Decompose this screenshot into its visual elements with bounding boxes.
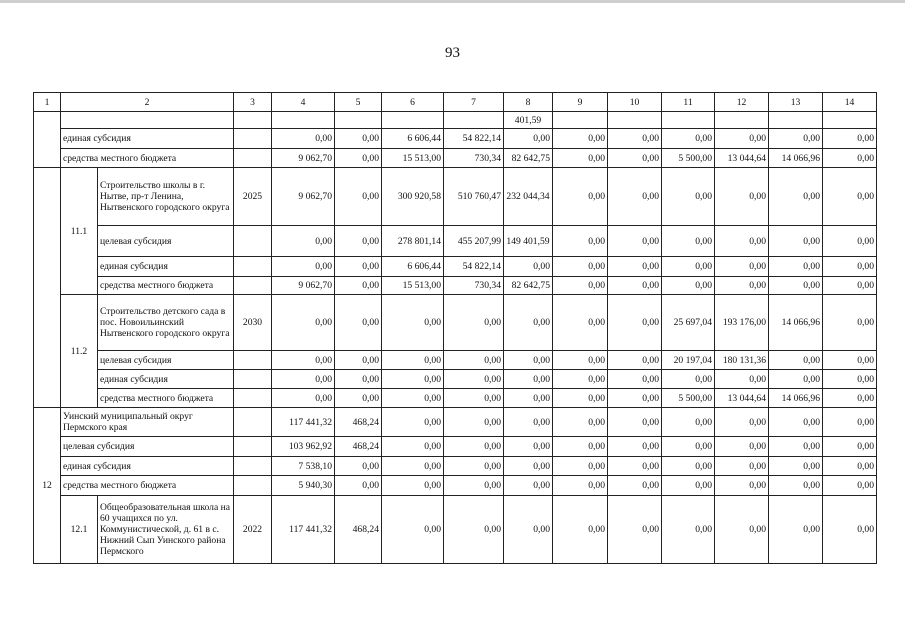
value-cell: 0,00 [608, 389, 662, 408]
header-cell: 4 [272, 93, 335, 112]
value-cell: 0,00 [553, 437, 608, 457]
year-cell [234, 277, 272, 295]
value-cell: 0,00 [608, 408, 662, 437]
value-cell: 0,00 [553, 457, 608, 476]
group-cell [34, 168, 61, 408]
table-row [34, 370, 877, 389]
value-cell: 0,00 [608, 496, 662, 564]
value-cell: 0,00 [823, 457, 877, 476]
value-cell: 0,00 [504, 408, 553, 437]
value-cell: 0,00 [382, 295, 444, 351]
value-cell: 0,00 [335, 129, 382, 149]
value-cell: 0,00 [335, 226, 382, 257]
value-cell: 0,00 [272, 370, 335, 389]
value-cell: 0,00 [335, 370, 382, 389]
row-label: целевая субсидия [61, 437, 234, 457]
value-cell: 468,24 [335, 437, 382, 457]
value-cell: 0,00 [504, 476, 553, 496]
value-cell: 0,00 [608, 476, 662, 496]
value-cell: 0,00 [823, 389, 877, 408]
value-cell: 0,00 [769, 457, 823, 476]
value-cell: 0,00 [662, 277, 715, 295]
value-cell: 103 962,92 [272, 437, 335, 457]
year-cell [234, 112, 272, 129]
value-cell: 0,00 [444, 476, 504, 496]
value-cell: 0,00 [335, 351, 382, 370]
value-cell: 0,00 [335, 277, 382, 295]
value-cell: 0,00 [715, 496, 769, 564]
header-cell: 11 [662, 93, 715, 112]
value-cell: 0,00 [444, 496, 504, 564]
value-cell: 5 500,00 [662, 389, 715, 408]
value-cell [662, 112, 715, 129]
value-cell: 0,00 [553, 295, 608, 351]
value-cell: 20 197,04 [662, 351, 715, 370]
value-cell: 9 062,70 [272, 277, 335, 295]
value-cell [382, 112, 444, 129]
value-cell: 5 940,30 [272, 476, 335, 496]
value-cell: 0,00 [662, 437, 715, 457]
row-label: Уинский муниципальный округ Пермского края [61, 408, 234, 437]
value-cell: 9 062,70 [272, 149, 335, 168]
value-cell: 0,00 [272, 257, 335, 277]
value-cell: 0,00 [769, 370, 823, 389]
value-cell: 278 801,14 [382, 226, 444, 257]
value-cell: 0,00 [553, 476, 608, 496]
value-cell: 0,00 [823, 408, 877, 437]
value-cell: 0,00 [382, 437, 444, 457]
value-cell: 0,00 [769, 437, 823, 457]
value-cell: 0,00 [769, 408, 823, 437]
header-cell: 3 [234, 93, 272, 112]
value-cell: 0,00 [272, 389, 335, 408]
value-cell: 0,00 [553, 149, 608, 168]
value-cell: 54 822,14 [444, 257, 504, 277]
year-cell [234, 149, 272, 168]
year-cell [234, 351, 272, 370]
value-cell: 0,00 [608, 437, 662, 457]
value-cell: 0,00 [504, 437, 553, 457]
value-cell: 0,00 [553, 257, 608, 277]
value-cell: 0,00 [444, 351, 504, 370]
table-row [34, 277, 877, 295]
table-row [34, 476, 877, 496]
table-row [34, 257, 877, 277]
value-cell: 0,00 [444, 437, 504, 457]
value-cell: 0,00 [823, 437, 877, 457]
value-cell: 730,34 [444, 149, 504, 168]
year-cell [234, 370, 272, 389]
header-cell: 14 [823, 93, 877, 112]
item-number: 12 [34, 408, 61, 564]
value-cell: 0,00 [608, 257, 662, 277]
value-cell: 0,00 [823, 277, 877, 295]
header-cell: 9 [553, 93, 608, 112]
subitem-number: 12.1 [61, 496, 98, 564]
value-cell [553, 112, 608, 129]
table-row [34, 351, 877, 370]
value-cell: 0,00 [504, 496, 553, 564]
value-cell: 0,00 [553, 389, 608, 408]
page-number: 93 [445, 45, 460, 61]
value-cell: 0,00 [662, 476, 715, 496]
value-cell: 0,00 [608, 351, 662, 370]
table-row [34, 149, 877, 168]
year-cell: 2030 [234, 295, 272, 351]
value-cell: 0,00 [382, 370, 444, 389]
year-cell [234, 457, 272, 476]
value-cell: 0,00 [444, 295, 504, 351]
value-cell: 15 513,00 [382, 277, 444, 295]
value-cell: 0,00 [335, 457, 382, 476]
value-cell: 0,00 [553, 168, 608, 226]
value-cell: 0,00 [715, 129, 769, 149]
row-label: Строительство детского сада в пос. Новоильинский Нытвенского городского округа [98, 295, 234, 351]
value-cell: 0,00 [608, 226, 662, 257]
row-label: единая субсидия [61, 129, 234, 149]
header-cell: 12 [715, 93, 769, 112]
header-cell: 1 [34, 93, 61, 112]
value-cell: 0,00 [823, 226, 877, 257]
value-cell: 0,00 [504, 257, 553, 277]
value-cell: 0,00 [504, 295, 553, 351]
value-cell: 0,00 [608, 295, 662, 351]
value-cell: 0,00 [272, 295, 335, 351]
table-row [34, 226, 877, 257]
value-cell: 0,00 [715, 408, 769, 437]
table-row [34, 408, 877, 437]
value-cell: 82 642,75 [504, 149, 553, 168]
value-cell: 0,00 [769, 129, 823, 149]
value-cell: 0,00 [444, 457, 504, 476]
value-cell: 25 697,04 [662, 295, 715, 351]
value-cell: 0,00 [769, 257, 823, 277]
value-cell: 14 066,96 [769, 149, 823, 168]
budget-table [33, 92, 877, 564]
value-cell: 0,00 [335, 257, 382, 277]
value-cell: 0,00 [608, 457, 662, 476]
value-cell: 0,00 [608, 129, 662, 149]
value-cell: 0,00 [553, 496, 608, 564]
value-cell: 300 920,58 [382, 168, 444, 226]
year-cell: 2022 [234, 496, 272, 564]
subitem-number: 11.2 [61, 295, 98, 408]
value-cell [272, 112, 335, 129]
value-cell: 15 513,00 [382, 149, 444, 168]
value-cell: 14 066,96 [769, 389, 823, 408]
value-cell: 0,00 [823, 257, 877, 277]
value-cell: 0,00 [382, 408, 444, 437]
value-cell: 0,00 [272, 351, 335, 370]
value-cell: 0,00 [715, 476, 769, 496]
value-cell: 117 441,32 [272, 496, 335, 564]
header-row [34, 93, 877, 112]
value-cell: 0,00 [715, 168, 769, 226]
table-row [34, 457, 877, 476]
value-cell: 401,59 [504, 112, 553, 129]
row-label: Общеобразовательная школа на 60 учащихся по ул. Коммунистической, д. 61 в с. Нижний Сып Уинского района Пермского [98, 496, 234, 564]
header-cell: 10 [608, 93, 662, 112]
value-cell: 468,24 [335, 496, 382, 564]
value-cell: 0,00 [608, 149, 662, 168]
value-cell: 13 044,64 [715, 149, 769, 168]
header-cell: 7 [444, 93, 504, 112]
year-cell [234, 389, 272, 408]
table-row [34, 168, 877, 226]
value-cell: 0,00 [382, 351, 444, 370]
value-cell: 0,00 [608, 370, 662, 389]
subitem-number: 11.1 [61, 168, 98, 295]
header-cell: 6 [382, 93, 444, 112]
value-cell: 0,00 [823, 476, 877, 496]
value-cell: 117 441,32 [272, 408, 335, 437]
year-cell [234, 408, 272, 437]
value-cell: 13 044,64 [715, 389, 769, 408]
value-cell: 0,00 [444, 408, 504, 437]
value-cell: 0,00 [504, 389, 553, 408]
value-cell: 0,00 [444, 389, 504, 408]
scan-edge [0, 0, 905, 3]
value-cell: 0,00 [382, 496, 444, 564]
value-cell: 0,00 [769, 226, 823, 257]
value-cell: 0,00 [335, 295, 382, 351]
value-cell: 0,00 [553, 129, 608, 149]
value-cell: 0,00 [504, 351, 553, 370]
value-cell: 0,00 [823, 351, 877, 370]
year-cell [234, 226, 272, 257]
value-cell: 0,00 [662, 168, 715, 226]
value-cell [715, 112, 769, 129]
value-cell [335, 112, 382, 129]
value-cell: 0,00 [823, 168, 877, 226]
value-cell: 0,00 [715, 257, 769, 277]
value-cell: 0,00 [504, 370, 553, 389]
value-cell: 0,00 [769, 351, 823, 370]
value-cell: 0,00 [715, 370, 769, 389]
value-cell: 0,00 [715, 457, 769, 476]
value-cell [823, 112, 877, 129]
row-label: средства местного бюджета [98, 389, 234, 408]
value-cell [769, 112, 823, 129]
value-cell [444, 112, 504, 129]
value-cell: 232 044,34 [504, 168, 553, 226]
row-label: Строительство школы в г. Нытве, пр-т Ленина, Нытвенского городского округа [98, 168, 234, 226]
value-cell: 6 606,44 [382, 129, 444, 149]
value-cell: 0,00 [553, 277, 608, 295]
header-cell: 5 [335, 93, 382, 112]
value-cell: 0,00 [662, 226, 715, 257]
header-cell: 8 [504, 93, 553, 112]
value-cell: 468,24 [335, 408, 382, 437]
value-cell: 14 066,96 [769, 295, 823, 351]
value-cell: 0,00 [769, 496, 823, 564]
value-cell: 0,00 [608, 277, 662, 295]
row-number-cell [34, 112, 61, 168]
row-label: средства местного бюджета [61, 149, 234, 168]
header-cell: 13 [769, 93, 823, 112]
value-cell: 0,00 [553, 226, 608, 257]
value-cell: 82 642,75 [504, 277, 553, 295]
year-cell [234, 476, 272, 496]
value-cell: 6 606,44 [382, 257, 444, 277]
value-cell: 0,00 [823, 496, 877, 564]
value-cell: 0,00 [382, 457, 444, 476]
row-label: единая субсидия [98, 257, 234, 277]
table-row [34, 437, 877, 457]
table-row [34, 129, 877, 149]
value-cell: 0,00 [382, 389, 444, 408]
value-cell: 0,00 [382, 476, 444, 496]
year-cell [234, 437, 272, 457]
value-cell: 0,00 [662, 496, 715, 564]
row-label: средства местного бюджета [98, 277, 234, 295]
table-row [34, 496, 877, 564]
value-cell: 0,00 [662, 408, 715, 437]
value-cell: 5 500,00 [662, 149, 715, 168]
table-row [34, 112, 877, 129]
value-cell: 0,00 [823, 129, 877, 149]
year-cell: 2025 [234, 168, 272, 226]
value-cell: 180 131,36 [715, 351, 769, 370]
row-label: средства местного бюджета [61, 476, 234, 496]
value-cell: 455 207,99 [444, 226, 504, 257]
value-cell: 0,00 [335, 389, 382, 408]
value-cell: 0,00 [444, 370, 504, 389]
value-cell: 9 062,70 [272, 168, 335, 226]
value-cell: 0,00 [504, 457, 553, 476]
value-cell: 0,00 [553, 351, 608, 370]
value-cell: 0,00 [715, 277, 769, 295]
value-cell: 0,00 [608, 168, 662, 226]
row-label: единая субсидия [98, 370, 234, 389]
value-cell: 0,00 [553, 408, 608, 437]
row-label [61, 112, 234, 129]
value-cell: 54 822,14 [444, 129, 504, 149]
row-label: целевая субсидия [98, 226, 234, 257]
value-cell: 0,00 [553, 370, 608, 389]
header-cell: 2 [61, 93, 234, 112]
year-cell [234, 257, 272, 277]
value-cell: 0,00 [662, 257, 715, 277]
table-row [34, 295, 877, 351]
value-cell: 510 760,47 [444, 168, 504, 226]
value-cell: 0,00 [504, 129, 553, 149]
value-cell: 149 401,59 [504, 226, 553, 257]
value-cell: 193 176,00 [715, 295, 769, 351]
year-cell [234, 129, 272, 149]
value-cell: 0,00 [335, 168, 382, 226]
value-cell: 0,00 [769, 168, 823, 226]
value-cell: 0,00 [715, 226, 769, 257]
value-cell: 0,00 [335, 149, 382, 168]
value-cell: 0,00 [769, 476, 823, 496]
value-cell: 730,34 [444, 277, 504, 295]
value-cell: 0,00 [662, 370, 715, 389]
value-cell: 0,00 [335, 476, 382, 496]
row-label: целевая субсидия [98, 351, 234, 370]
value-cell: 0,00 [272, 129, 335, 149]
value-cell: 0,00 [662, 129, 715, 149]
table-row [34, 389, 877, 408]
value-cell: 0,00 [662, 457, 715, 476]
value-cell: 0,00 [272, 226, 335, 257]
value-cell: 0,00 [769, 277, 823, 295]
value-cell: 0,00 [715, 437, 769, 457]
value-cell: 0,00 [823, 149, 877, 168]
row-label: единая субсидия [61, 457, 234, 476]
value-cell: 0,00 [823, 370, 877, 389]
value-cell: 7 538,10 [272, 457, 335, 476]
value-cell: 0,00 [823, 295, 877, 351]
value-cell [608, 112, 662, 129]
